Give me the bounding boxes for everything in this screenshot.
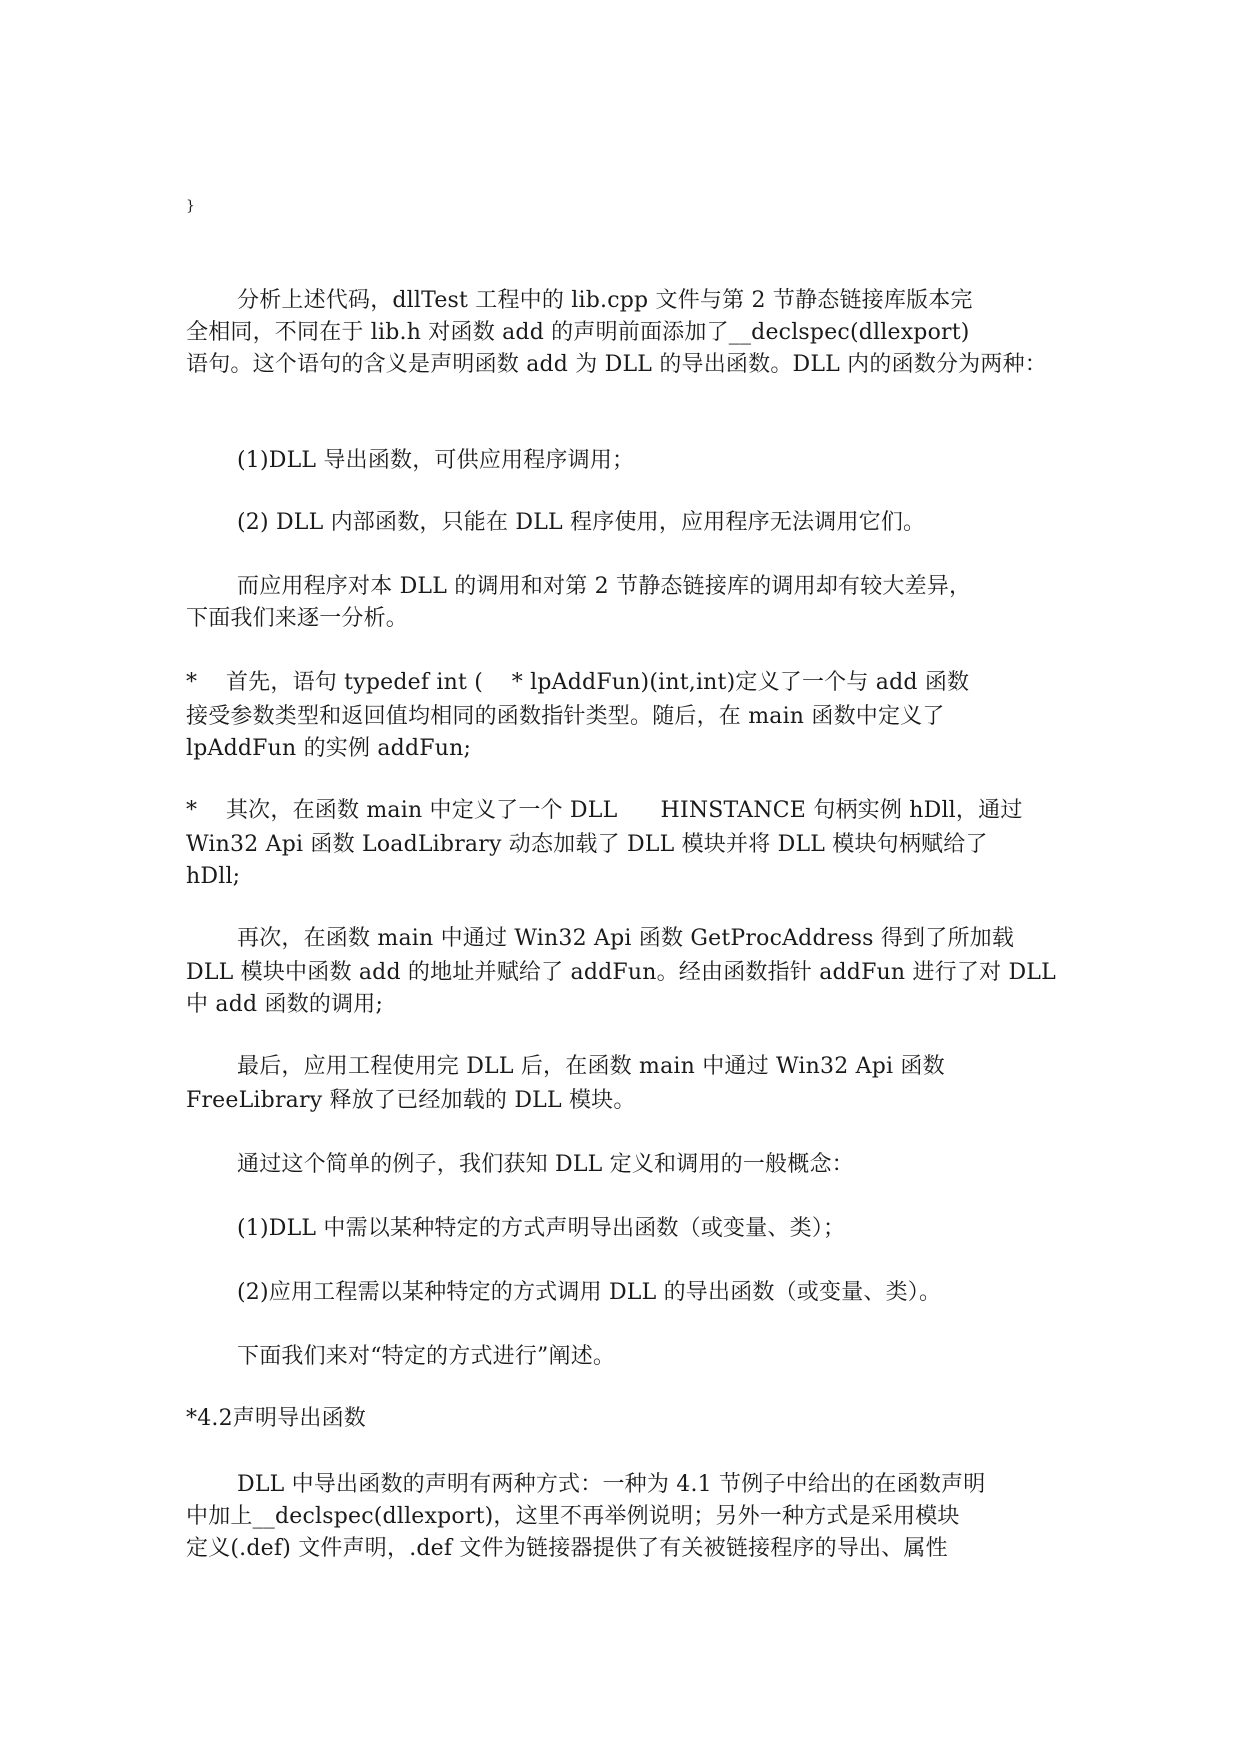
closing-brace: } <box>186 198 195 214</box>
paragraph-line: hDll; <box>186 864 241 889</box>
list-item: (2) DLL 内部函数，只能在 DLL 程序使用，应用程序无法调用它们。 <box>237 510 926 535</box>
section-heading: *4.2声明导出函数 <box>186 1406 366 1431</box>
paragraph-line: 中加上__declspec(dllexport)，这里不再举例说明；另外一种方式是采用模块 <box>186 1504 960 1529</box>
paragraph-line: 最后，应用工程使用完 DLL 后，在函数 main 中通过 Win32 Api 函数 <box>237 1054 945 1079</box>
paragraph-line: 而应用程序对本 DLL 的调用和对第 2 节静态链接库的调用却有较大差异， <box>237 574 972 599</box>
paragraph-line: 下面我们来对“特定的方式进行”阐述。 <box>237 1344 616 1369</box>
paragraph-line: 定义(.def) 文件声明，.def 文件为链接器提供了有关被链接程序的导出、属性 <box>186 1536 948 1561</box>
paragraph-line: 接受参数类型和返回值均相同的函数指针类型。随后，在 main 函数中定义了 <box>186 704 945 729</box>
paragraph-line: FreeLibrary 释放了已经加载的 DLL 模块。 <box>186 1088 636 1113</box>
list-item: (1)DLL 导出函数，可供应用程序调用； <box>237 448 635 473</box>
paragraph-line: 中 add 函数的调用; <box>186 992 384 1017</box>
paragraph-line: 下面我们来逐一分析。 <box>186 606 409 631</box>
paragraph-line: DLL 中导出函数的声明有两种方式：一种为 4.1 节例子中给出的在函数声明 <box>237 1472 986 1497</box>
paragraph-line: DLL 模块中函数 add 的地址并赋给了 addFun。经由函数指针 addFun 进行了对 DLL <box>186 960 1056 985</box>
bullet-line: * 首先，语句 typedef int ( * lpAddFun)(int,int)定义了一个与 add 函数 <box>186 670 970 695</box>
list-item: (1)DLL 中需以某种特定的方式声明导出函数（或变量、类）； <box>237 1216 846 1241</box>
paragraph-line: 再次，在函数 main 中通过 Win32 Api 函数 GetProcAddress 得到了所加载 <box>237 926 1015 951</box>
paragraph-line: 通过这个简单的例子，我们获知 DLL 定义和调用的一般概念： <box>237 1152 854 1177</box>
list-item: (2)应用工程需以某种特定的方式调用 DLL 的导出函数（或变量、类）。 <box>237 1280 942 1305</box>
paragraph-line: 语句。这个语句的含义是声明函数 add 为 DLL 的导出函数。DLL 内的函数分为两种： <box>186 352 1047 377</box>
paragraph-line: 分析上述代码，dllTest 工程中的 lib.cpp 文件与第 2 节静态链接库版本完 <box>237 288 973 313</box>
paragraph-line: Win32 Api 函数 LoadLibrary 动态加载了 DLL 模块并将 DLL 模块句柄赋给了 <box>186 832 988 857</box>
paragraph-line: lpAddFun 的实例 addFun; <box>186 736 472 761</box>
bullet-line: * 其次，在函数 main 中定义了一个 DLL HINSTANCE 句柄实例 hDll，通过 <box>186 798 1023 823</box>
paragraph-line: 全相同，不同在于 lib.h 对函数 add 的声明前面添加了__declspec(dllexport) <box>186 320 970 345</box>
